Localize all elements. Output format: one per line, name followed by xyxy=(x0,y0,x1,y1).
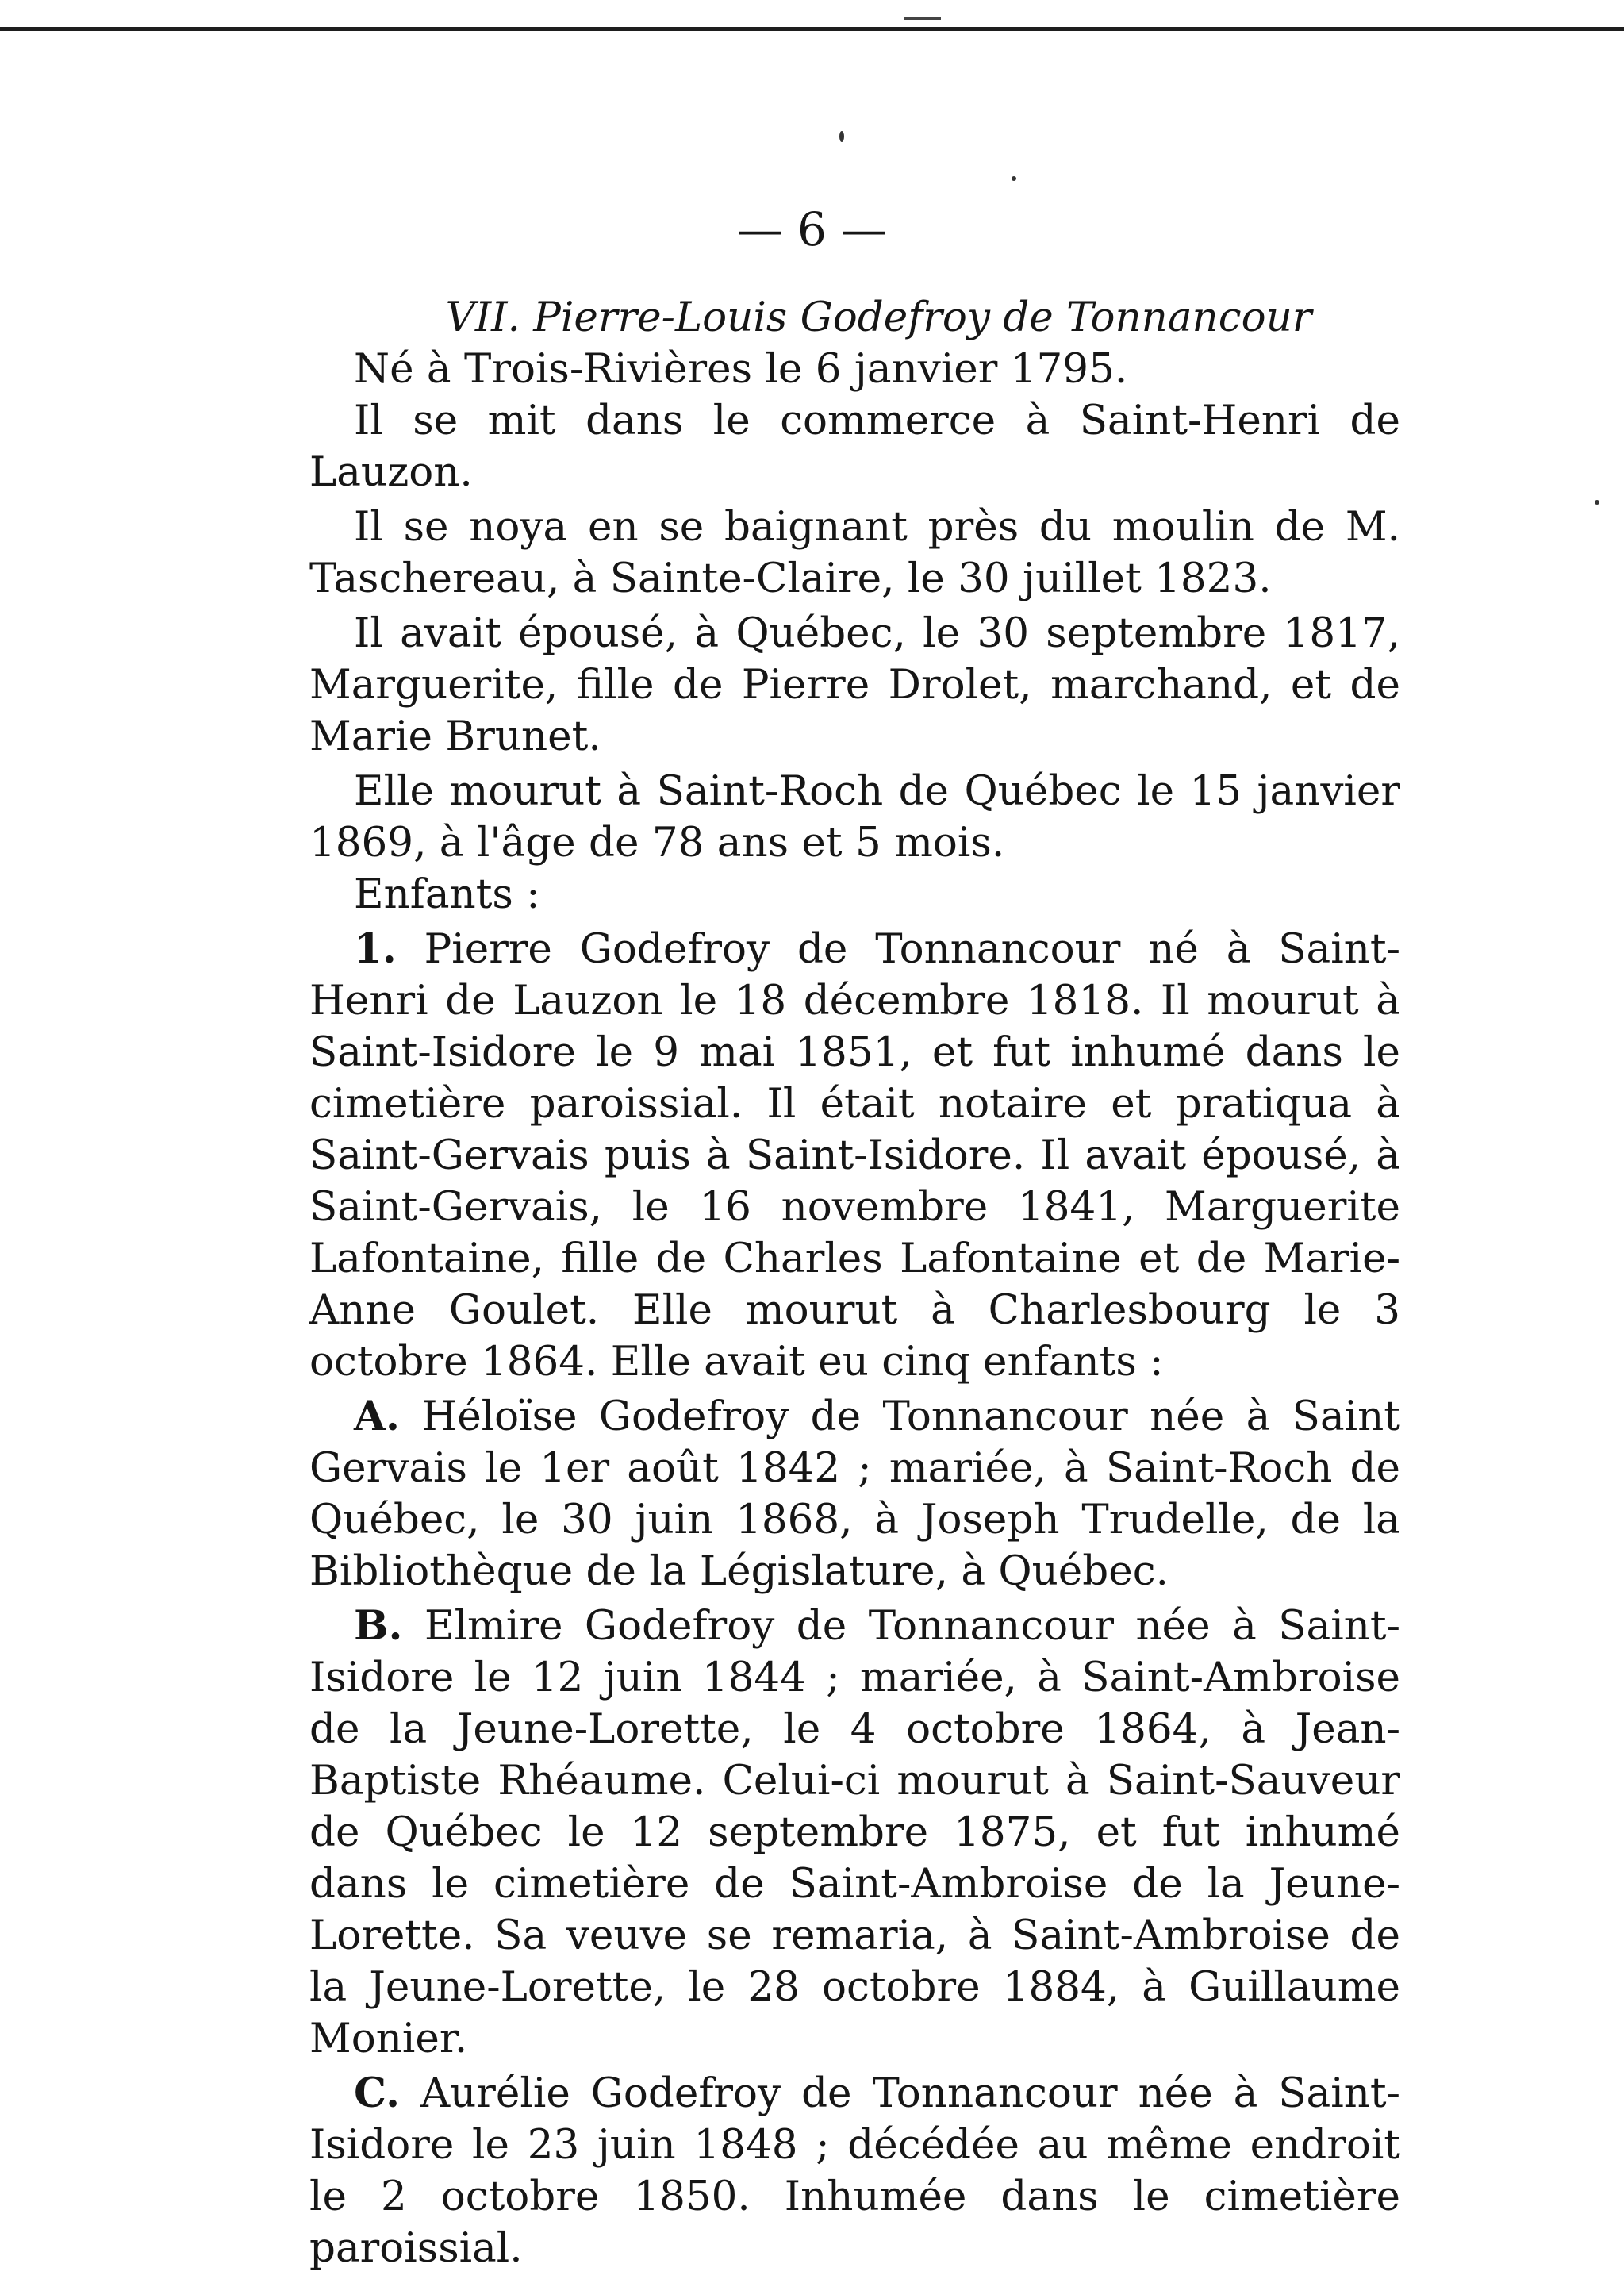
entry-marker: 1. xyxy=(354,925,397,973)
text-block xyxy=(309,292,1400,2274)
top-rule-fragment xyxy=(904,17,941,20)
section-title: VII. Pierre-Louis Godefroy de Tonnancour xyxy=(445,294,1312,341)
entry-text: Héloïse Godefroy de Tonnancour née à Saint Gervais le 1er août 1842 ; mariée, à Saint-Roch de Québec, le 30 juin 1868, à Joseph Trudelle, de la Bibliothèque de la Législature, à Québec. xyxy=(309,1393,1400,1595)
paragraph: Il avait épousé, à Québec, le 30 septembre 1817, Marguerite, fille de Pierre Drolet, marchand, et de Marie Brunet. xyxy=(309,609,1400,760)
entry-text: Aurélie Godefroy de Tonnancour née à Saint-Isidore le 23 juin 1848 ; décédée au même endroit le 2 octobre 1850. Inhumée dans le cimetière paroissial. xyxy=(309,2070,1400,2272)
child-entry xyxy=(309,1391,1400,1597)
paragraph: Elle mourut à Saint-Roch de Québec le 15 janvier 1869, à l'âge de 78 ans et 5 mois. xyxy=(309,767,1400,867)
entry-text: Pierre Godefroy de Tonnancour né à Saint-Henri de Lauzon le 18 décembre 1818. Il mourut à Saint-Isidore le 9 mai 1851, et fut inhumé dans le cimetière paroissial. Il était notaire et pratiqua à Saint-Gervais puis à Saint-Isidore. Il avait épousé, à Saint-Gervais, le 16 novembre 1841, Marguerite Lafontaine, fille de Charles Lafontaine et de Marie-Anne Goulet. Elle mourut à Charlesbourg le 3 octobre 1864. Elle avait eu cinq enfants : xyxy=(309,925,1400,1386)
entry-marker: C. xyxy=(354,2070,401,2117)
print-speck xyxy=(1595,500,1599,505)
page-number: — 6 — xyxy=(736,202,888,256)
entry-marker: A. xyxy=(354,1393,400,1440)
print-speck xyxy=(1012,176,1016,181)
paragraph: Enfants : xyxy=(354,871,540,918)
paragraph: Il se mit dans le commerce à Saint-Henri de Lauzon. xyxy=(309,397,1400,496)
child-entry xyxy=(309,2068,1400,2274)
paragraph: Il se noya en se baignant près du moulin de M. Taschereau, à Sainte-Claire, le 30 juillet 1823. xyxy=(309,503,1400,602)
child-entry xyxy=(309,1601,1400,2065)
print-speck xyxy=(839,131,844,142)
paragraph: Né à Trois-Rivières le 6 janvier 1795. xyxy=(354,345,1128,393)
top-rule xyxy=(0,27,1624,31)
entry-marker: B. xyxy=(354,1602,403,1650)
entry-text: Elmire Godefroy de Tonnancour née à Saint-Isidore le 12 juin 1844 ; mariée, à Saint-Ambroise de la Jeune-Lorette, le 4 octobre 1864, à Jean-Baptiste Rhéaume. Celui-ci mourut à Saint-Sauveur de Québec le 12 septembre 1875, et fut inhumé dans le cimetière de Saint-Ambroise de la Jeune-Lorette. Sa veuve se remaria, à Saint-Ambroise de la Jeune-Lorette, le 28 octobre 1884, à Guillaume Monier. xyxy=(309,1602,1400,2062)
child-entry xyxy=(309,924,1400,1388)
